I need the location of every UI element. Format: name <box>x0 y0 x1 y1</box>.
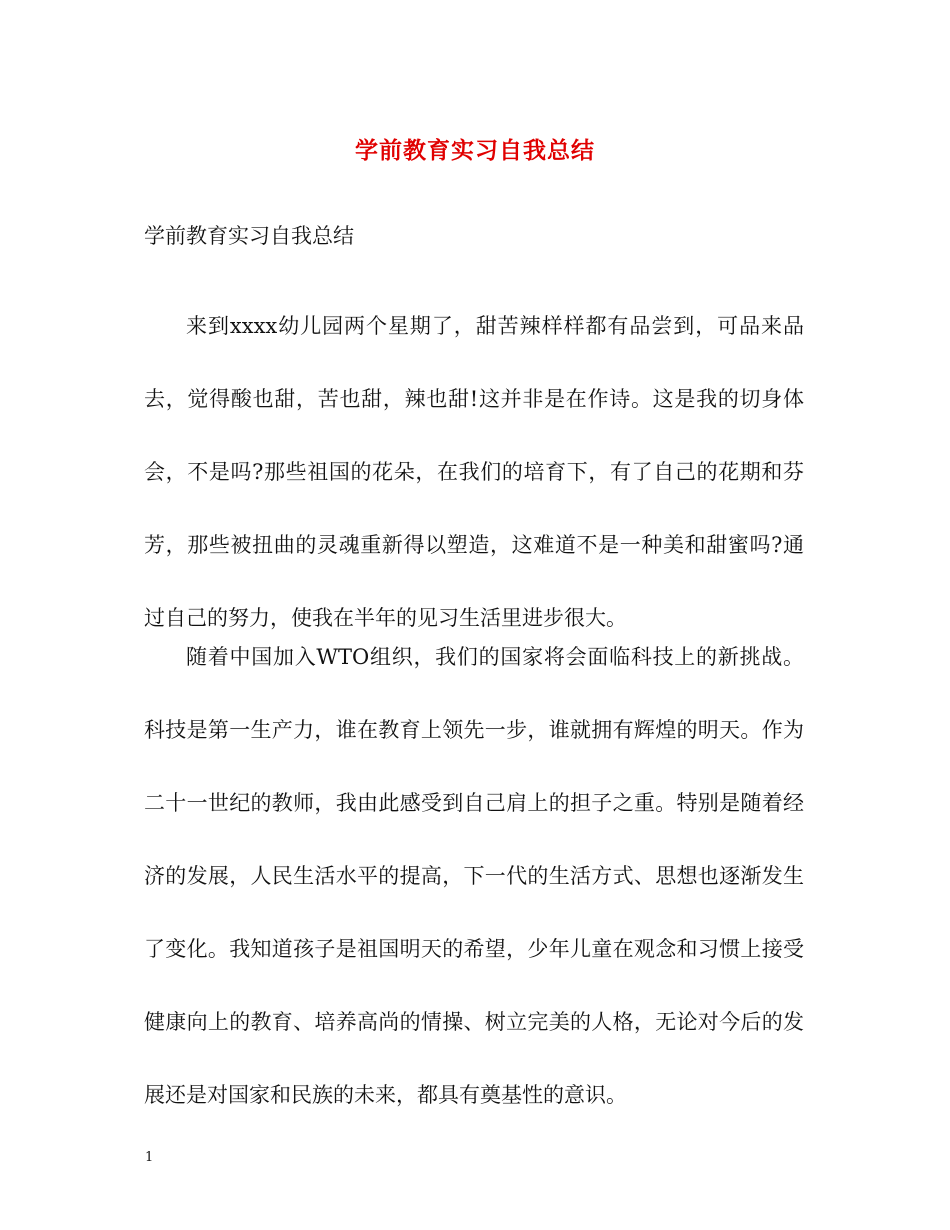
page-number: 1 <box>145 1150 154 1165</box>
document-title: 学前教育实习自我总结 <box>355 137 595 164</box>
document-subtitle: 学前教育实习自我总结 <box>144 224 354 248</box>
paragraph-1: 来到xxxx幼儿园两个星期了，甜苦辣样样都有品尝到，可品来品去，觉得酸也甜，苦也甜，辣也甜!这并非是在作诗。这是我的切身体会，不是吗?那些祖国的花朵，在我们的培育下，有了自己的花期和芬芳，那些被扭曲的灵魂重新得以塑造，这难道不是一种美和甜蜜吗?通过自己的努力，使我在半年的见习生活里进步很大。 <box>144 314 804 630</box>
paragraph-2: 随着中国加入WTO组织，我们的国家将会面临科技上的新挑战。科技是第一生产力，谁在教育上领先一步，谁就拥有辉煌的明天。作为二十一世纪的教师，我由此感受到自己肩上的担子之重。特别是随着经济的发展，人民生活水平的提高，下一代的生活方式、思想也逐渐发生了变化。我知道孩子是祖国明天的希望，少年儿童在观念和习惯上接受健康向上的教育、培养高尚的情操、树立完美的人格，无论对今后的发展还是对国家和民族的未来，都具有奠基性的意识。 <box>144 645 804 1107</box>
